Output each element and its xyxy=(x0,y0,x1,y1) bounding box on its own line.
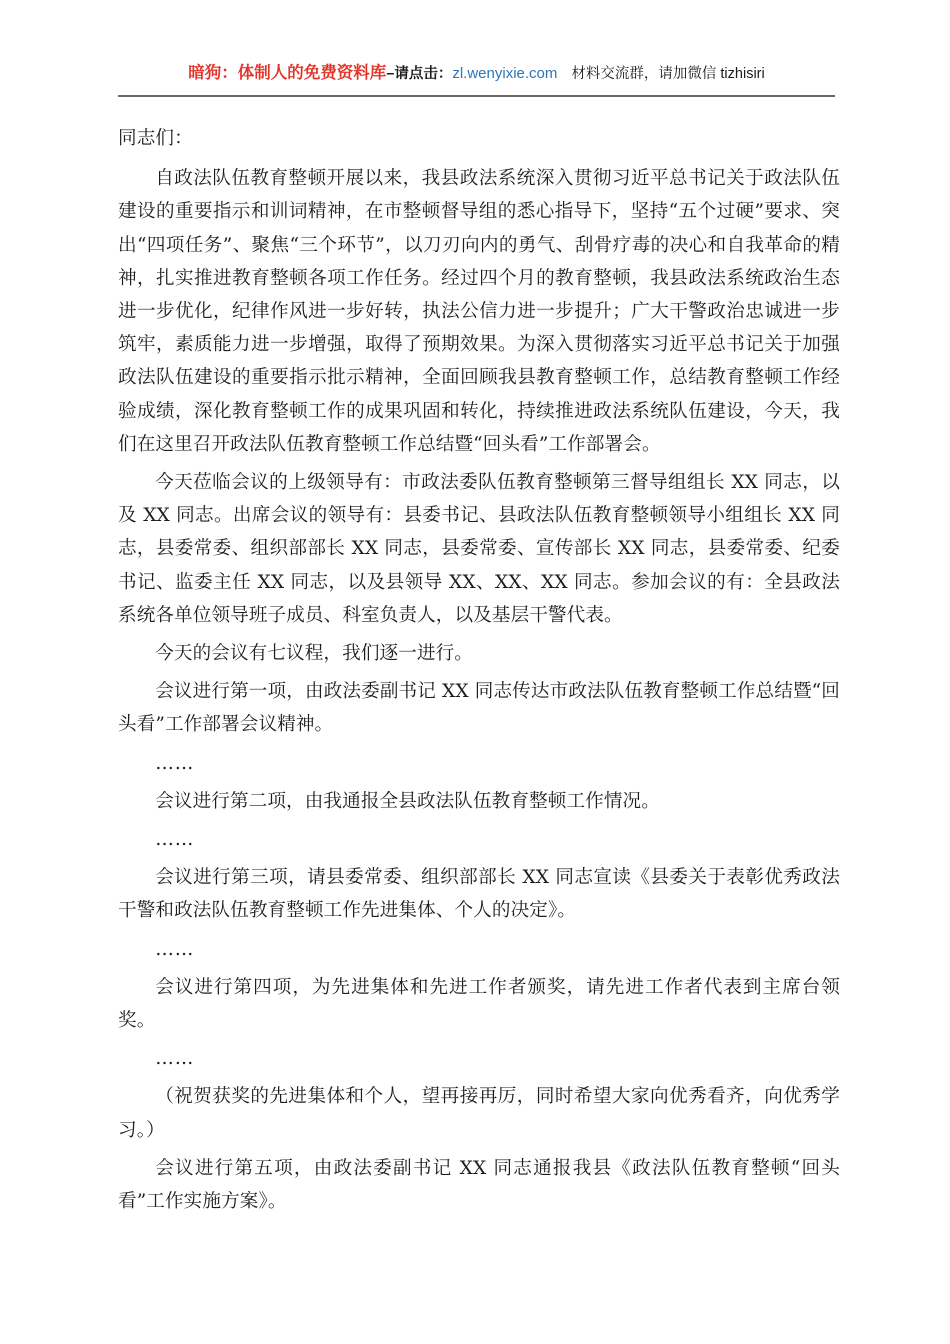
agenda-item-paragraph: 会议进行第三项，请县委常委、组织部部长 XX 同志宣读《县委关于表彰优秀政法干警和政法队伍教育整顿工作先进集体、个人的决定》。 xyxy=(118,867,840,922)
ellipsis-paragraph: …… xyxy=(155,938,195,960)
salutation: 同志们： xyxy=(118,128,193,149)
header-divider-rule xyxy=(118,95,835,97)
paragraph: 今天的会议有七议程，我们逐一进行。 xyxy=(155,643,473,665)
ellipsis-paragraph: …… xyxy=(155,752,195,774)
promo-header-banner xyxy=(118,60,835,94)
promo-click-label: –请点击： xyxy=(386,66,453,82)
paragraph: 今天莅临会议的上级领导有：市政法委队伍教育整顿第三督导组组长 XX 同志，以及 XX 同志。出席会议的领导有：县委书记、县政法队伍教育整顿领导小组组长 XX 同志，县委常委、组织部部长 XX 同志，县委常委、宣传部长 XX 同志，县委常委、纪委书记、监委主任 XX 同志，以及县领导 XX、XX、XX 同志。参加会议的有：全县政法系统各单位领导班子成员、科室负责人，以及基层干警代表。 xyxy=(118,472,840,626)
ellipsis-paragraph: …… xyxy=(155,1048,195,1070)
agenda-item-paragraph: 会议进行第二项，由我通报全县政法队伍教育整顿工作情况。 xyxy=(155,790,660,812)
ellipsis-paragraph: …… xyxy=(155,829,195,851)
promo-header-line xyxy=(118,60,835,87)
agenda-item-paragraph: 会议进行第四项，为先进集体和先进工作者颁奖，请先进工作者代表到主席台领奖。 xyxy=(118,976,840,1032)
document-body xyxy=(118,122,840,1218)
agenda-item-paragraph: 会议进行第一项，由政法委副书记 XX 同志传达市政法队伍教育整顿工作总结暨“回头看”工作部署会议精神。 xyxy=(118,681,840,736)
promo-brand-text: 暗狗：体制人的免费资料库 xyxy=(188,64,387,82)
paragraph: 自政法队伍教育整顿开展以来，我县政法系统深入贯彻习近平总书记关于政法队伍建设的重要指示和训词精神，在市整顿督导组的悉心指导下，坚持“五个过硬”要求、突出“四项任务”、聚焦“三个环节”，以刀刃向内的勇气、刮骨疗毒的决心和自我革命的精神，扎实推进教育整顿各项工作任务。经过四个月的教育整顿，我县政法系统政治生态进一步优化，纪律作风进一步好转，执法公信力进一步提升；广大干警政治忠诚进一步筑牢，素质能力进一步增强，取得了预期效果。为深入贯彻落实习近平总书记关于加强政法队伍建设的重要指示批示精神，全面回顾我县教育整顿工作，总结教育整顿工作经验成绩，深化教育整顿工作的成果巩固和转化，持续推进政法系统队伍建设，今天，我们在这里召开政法队伍教育整顿工作总结暨“回头看”工作部署会。 xyxy=(118,168,840,455)
agenda-item-paragraph: 会议进行第五项，由政法委副书记 XX 同志通报我县《政法队伍教育整顿“回头看”工作实施方案》。 xyxy=(118,1157,840,1213)
paragraph: （祝贺获奖的先进集体和个人，望再接再厉，同时希望大家向优秀看齐，向优秀学习。） xyxy=(118,1086,840,1141)
promo-wechat-text: 材料交流群，请加微信 tizhisiri xyxy=(571,66,765,82)
promo-link[interactable]: zl.wenyixie.com xyxy=(452,65,558,82)
